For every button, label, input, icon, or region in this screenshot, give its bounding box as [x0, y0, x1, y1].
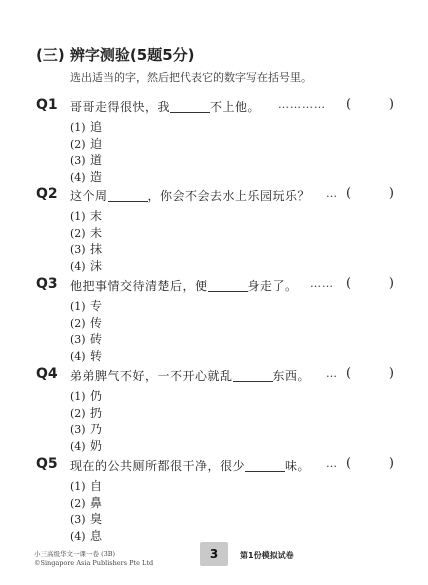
footer-book-title: 小三高级华文一课一卷 (3B)	[34, 550, 116, 558]
options-list	[70, 478, 102, 544]
answer-blank	[233, 369, 273, 382]
answer-parentheses[interactable]: ( )	[346, 366, 394, 381]
question-text-after: 不上他。	[210, 100, 261, 114]
question-text-after: 东西。	[272, 369, 311, 383]
question-number: Q3	[36, 276, 58, 292]
option-item: (3) 道	[70, 153, 103, 167]
question-text	[70, 98, 260, 115]
question-text-before: 弟弟脾气不好，一不开心就乱	[70, 369, 233, 383]
option-item: (2) 传	[70, 315, 103, 330]
question-text	[70, 457, 310, 474]
footer-paper-label: 第1份模拟试卷	[240, 551, 294, 560]
option-item: (3) 臭	[70, 512, 103, 526]
option-item: (1) 追	[70, 120, 103, 134]
leader-dots: …	[326, 457, 338, 470]
option-item: (1) 自	[70, 479, 103, 493]
question-text	[70, 367, 310, 384]
option-item: (1) 末	[70, 209, 103, 223]
option-item: (2) 鼻	[70, 495, 103, 510]
answer-parentheses[interactable]: ( )	[346, 186, 394, 201]
question-number: Q5	[36, 456, 58, 472]
leader-dots: …………	[278, 98, 326, 111]
answer-blank	[208, 279, 248, 292]
option-item: (2) 扔	[70, 405, 103, 420]
answer-parentheses[interactable]: ( )	[346, 456, 394, 471]
answer-blank	[108, 189, 148, 202]
question-text-after: ，你会不会去水上乐园玩乐？	[147, 189, 311, 203]
option-item: (2) 迫	[70, 136, 103, 151]
footer-publisher-info	[34, 550, 153, 568]
leader-dots: ……	[310, 277, 334, 290]
question-number: Q4	[36, 366, 58, 382]
question-text-before: 哥哥走得很快，我	[70, 100, 171, 114]
options-list	[70, 298, 102, 364]
question-number: Q1	[36, 97, 58, 113]
question-text	[70, 187, 310, 204]
answer-parentheses[interactable]: ( )	[346, 97, 394, 112]
question-text-before: 现在的公共厕所都很干净，很少	[70, 459, 246, 473]
section-title: (三) 辨字测验(5题5分)	[36, 46, 195, 64]
option-item: (3) 抹	[70, 242, 103, 256]
option-item: (4) 沫	[70, 258, 103, 273]
option-item: (4) 转	[70, 348, 103, 363]
option-item: (4) 息	[70, 528, 103, 543]
footer-copyright: ©Singapore Asia Publishers Pte Ltd	[34, 559, 154, 567]
question-number: Q2	[36, 186, 58, 202]
option-item: (1) 仍	[70, 389, 103, 403]
leader-dots: …	[326, 187, 338, 200]
question-text-before: 他把事情交待清楚后，便	[70, 279, 208, 293]
answer-blank	[245, 459, 285, 472]
options-list	[70, 119, 102, 185]
option-item: (3) 砖	[70, 332, 103, 346]
option-item: (3) 乃	[70, 422, 103, 436]
answer-blank	[170, 100, 210, 113]
option-item: (2) 未	[70, 225, 103, 240]
question-text	[70, 277, 298, 294]
question-text-before: 这个周	[70, 189, 108, 203]
options-list	[70, 388, 102, 454]
section-instruction: 选出适当的字，然后把代表它的数字写在括号里。	[70, 71, 312, 84]
question-text-after: 味。	[285, 459, 311, 473]
page-number: 3	[200, 542, 228, 566]
option-item: (4) 奶	[70, 438, 103, 453]
question-text-after: 身走了。	[247, 279, 298, 293]
option-item: (1) 专	[70, 299, 103, 313]
answer-parentheses[interactable]: ( )	[346, 276, 394, 291]
options-list	[70, 208, 102, 274]
option-item: (4) 造	[70, 169, 103, 184]
leader-dots: …	[326, 367, 338, 380]
